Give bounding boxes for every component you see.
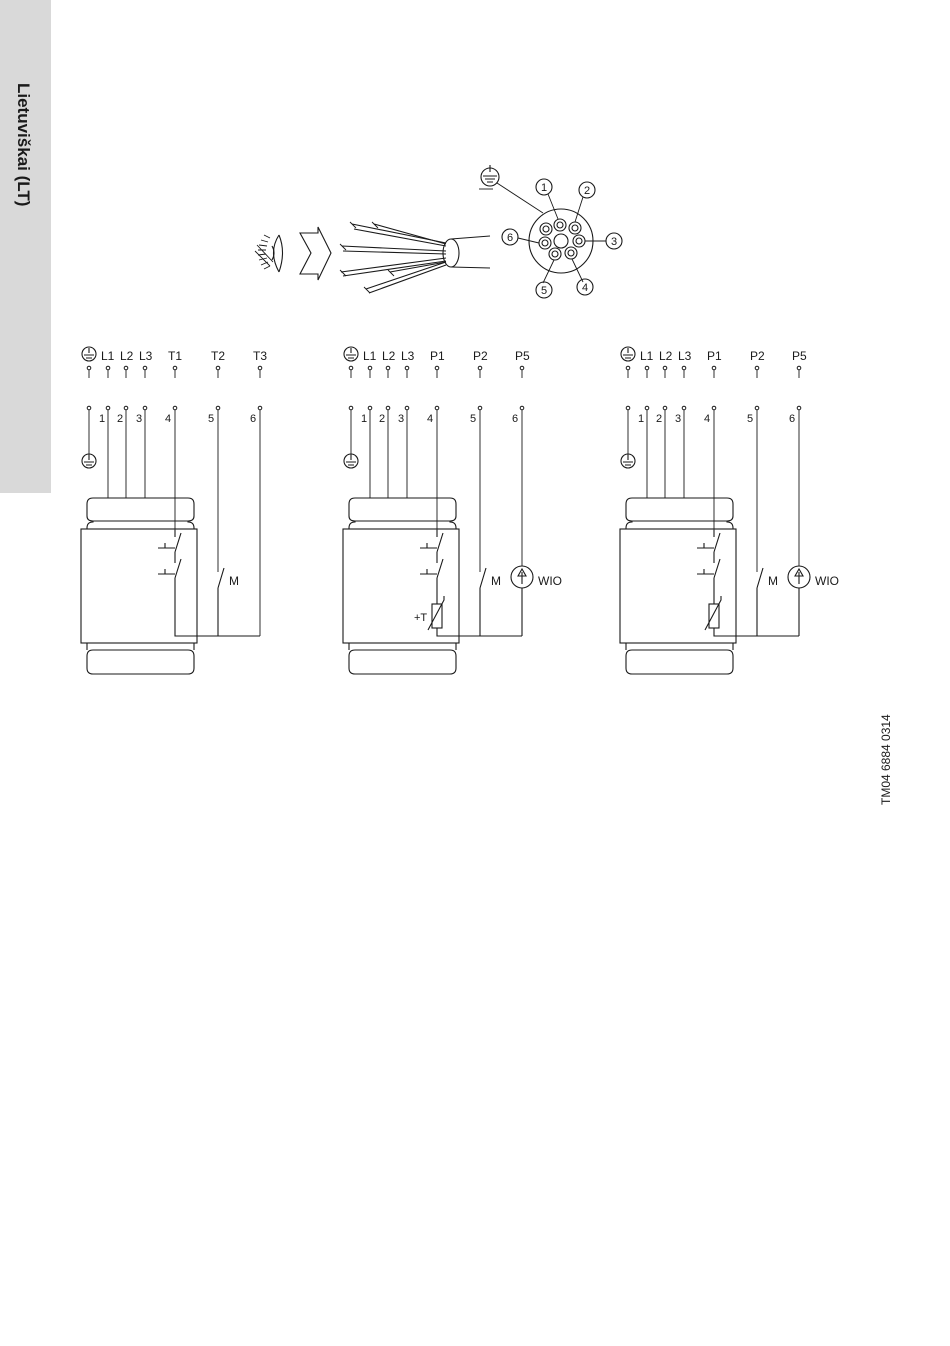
terminal-top-2: L2 xyxy=(120,349,134,363)
wio-sensor-icon xyxy=(788,566,810,636)
connector-face xyxy=(479,165,622,298)
terminal-bottom-6: 6 xyxy=(250,413,257,425)
terminal-top-3: L3 xyxy=(678,349,692,363)
cable-illustration xyxy=(255,165,622,298)
eye-icon xyxy=(255,235,283,272)
terminal-top-5: T2 xyxy=(211,349,226,363)
wiring-diagram-3 xyxy=(620,347,839,674)
wio-sensor-icon xyxy=(511,566,533,636)
terminal-bottom-4: 4 xyxy=(165,413,172,425)
terminal-top-1: L1 xyxy=(640,349,654,363)
terminal-bottom-2: 2 xyxy=(379,413,386,425)
drawing-reference-code: TM04 6884 0314 xyxy=(879,714,893,805)
sensor-label: WIO xyxy=(538,574,562,588)
view-direction-arrow-icon xyxy=(300,227,331,280)
terminal-top-6: T3 xyxy=(253,349,268,363)
cable-wires xyxy=(340,222,490,293)
terminal-bottom-6: 6 xyxy=(512,413,519,425)
terminal-top-3: L3 xyxy=(139,349,153,363)
terminal-dots xyxy=(87,366,262,410)
pin-label-1: 1 xyxy=(540,182,548,194)
terminal-bottom-5: 5 xyxy=(208,413,215,425)
terminal-top-1: L1 xyxy=(363,349,377,363)
terminal-top-5: P2 xyxy=(473,349,488,363)
terminal-dots xyxy=(349,366,524,410)
terminal-bottom-4: 4 xyxy=(427,413,434,425)
motor-label: M xyxy=(229,574,239,588)
terminal-bottom-3: 3 xyxy=(398,413,405,425)
terminal-bottom-3: 3 xyxy=(136,413,143,425)
motor-label: M xyxy=(768,574,778,588)
terminal-bottom-3: 3 xyxy=(675,413,682,425)
pin-label-3: 3 xyxy=(610,236,618,248)
terminal-bottom-1: 1 xyxy=(638,413,645,425)
terminal-bottom-5: 5 xyxy=(747,413,754,425)
motor-body xyxy=(620,498,736,674)
terminal-top-6: P5 xyxy=(515,349,530,363)
terminal-bottom-1: 1 xyxy=(99,413,106,425)
terminal-top-4: T1 xyxy=(168,349,183,363)
language-label: Lietuviškai (LT) xyxy=(14,83,33,207)
pin-label-2: 2 xyxy=(583,185,591,197)
terminal-bottom-5: 5 xyxy=(470,413,477,425)
wiring-diagram-2 xyxy=(343,347,562,674)
pin-label-6: 6 xyxy=(506,232,514,244)
terminal-bottom-1: 1 xyxy=(361,413,368,425)
motor-body xyxy=(343,498,459,674)
terminal-top-3: L3 xyxy=(401,349,415,363)
terminal-top-2: L2 xyxy=(659,349,673,363)
terminal-top-2: L2 xyxy=(382,349,396,363)
sensor-label: WIO xyxy=(815,574,839,588)
terminal-bottom-6: 6 xyxy=(789,413,796,425)
terminal-bottom-4: 4 xyxy=(704,413,711,425)
pin-label-4: 4 xyxy=(581,282,589,294)
terminal-top-6: P5 xyxy=(792,349,807,363)
terminal-top-5: P2 xyxy=(750,349,765,363)
terminal-top-4: P1 xyxy=(707,349,722,363)
terminal-bottom-2: 2 xyxy=(656,413,663,425)
terminal-top-4: P1 xyxy=(430,349,445,363)
terminal-bottom-2: 2 xyxy=(117,413,124,425)
thermistor-label: +T xyxy=(414,612,428,624)
wiring-diagram-1 xyxy=(81,347,267,674)
terminal-top-1: L1 xyxy=(101,349,115,363)
terminal-dots xyxy=(626,366,801,410)
motor-body xyxy=(81,498,197,674)
pin-label-5: 5 xyxy=(540,285,548,297)
motor-label: M xyxy=(491,574,501,588)
